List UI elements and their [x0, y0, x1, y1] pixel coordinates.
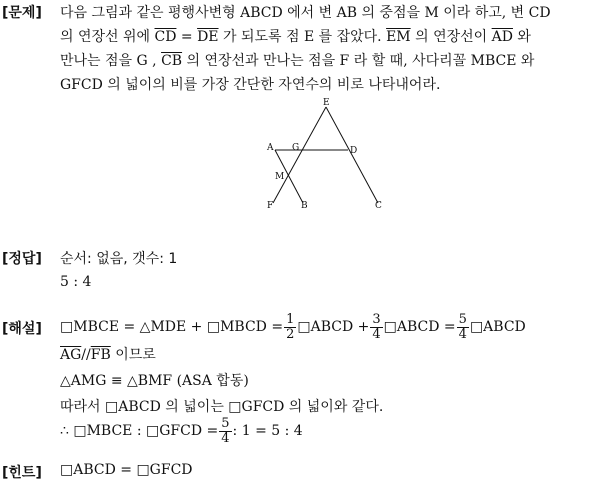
fraction-5-4 — [219, 417, 231, 446]
hint-text: □ABCD = □GFCD — [60, 462, 193, 478]
segment-cd: $\overline{CD}$ — [154, 29, 177, 45]
solution-text: □ABCD = — [383, 319, 456, 335]
numerator: 3 — [372, 311, 381, 327]
denominator: 2 — [286, 326, 295, 342]
numerator: 5 — [221, 415, 230, 431]
solution-text: 이므로 — [110, 347, 156, 363]
hint-label: [힌트] — [2, 465, 42, 481]
solution-text: □MBCE = △MDE + □MBCD = — [60, 319, 284, 335]
fraction-1-2 — [284, 313, 296, 342]
denominator: 4 — [372, 326, 381, 342]
solution-text: : 1 = 5 : 4 — [232, 423, 303, 439]
solution-text: □ABCD + — [297, 319, 370, 335]
point-a: A — [267, 143, 274, 153]
segment-ag: $\overline{AG}$ — [60, 347, 82, 363]
fraction-3-4 — [370, 313, 382, 342]
segment-de: $\overline{DE}$ — [197, 29, 219, 45]
solution-area: 따라서 □ABCD 의 넓이는 □GFCD 의 넓이와 같다. — [60, 399, 384, 415]
problem-text: 의 연장선과 만나는 점을 F 라 할 때, 사다리꼴 MBCE 와 — [182, 53, 535, 69]
segment-fb: $\overline{FB}$ — [90, 347, 111, 363]
problem-line-2 — [60, 26, 531, 46]
point-b: B — [301, 201, 308, 211]
point-f: F — [267, 201, 274, 211]
denominator: 4 — [458, 326, 467, 342]
problem-text: 의 연장선이 — [410, 29, 492, 45]
segment-cb: $\overline{CB}$ — [161, 53, 183, 69]
problem-line-3 — [60, 50, 534, 70]
solution-congruence: △AMG ≡ △BMF (ASA 합동) — [60, 373, 249, 389]
point-g: G — [292, 143, 300, 153]
solution-parallel — [60, 344, 156, 364]
answer-label: [정답] — [2, 251, 42, 267]
problem-line-1: 다음 그림과 같은 평행사변형 ABCD 에서 변 AB 의 중점을 M 이라 하고, 변 CD — [60, 5, 551, 21]
segment-em: $\overline{EM}$ — [386, 29, 411, 45]
answer-line-2: 5 : 4 — [60, 274, 92, 290]
solution-text: □ABCD — [469, 319, 526, 335]
problem-text: = — [176, 29, 198, 45]
fraction-5-4 — [457, 313, 469, 342]
point-c: C — [375, 201, 382, 211]
problem-label: [문제] — [2, 5, 42, 21]
parallelogram-figure — [260, 96, 390, 216]
numerator: 1 — [286, 311, 295, 327]
problem-text: 만나는 점을 G , — [60, 53, 162, 69]
line-ef — [273, 107, 326, 203]
answer-line-1: 순서: 없음, 갯수: 1 — [60, 251, 178, 267]
denominator: 4 — [221, 430, 230, 446]
segment-ad: $\overline{AD}$ — [491, 29, 513, 45]
problem-text: 의 연장선 위에 — [60, 29, 155, 45]
solution-label: [해설] — [2, 321, 42, 337]
solution-eq-1 — [60, 312, 526, 342]
point-d: D — [350, 146, 358, 156]
problem-text: 가 되도록 점 E 를 잡았다. — [218, 29, 387, 45]
solution-text: ∴ □MBCE : □GFCD = — [60, 423, 219, 439]
point-m: M — [275, 172, 285, 182]
problem-line-4: GFCD 의 넓이의 비를 가장 간단한 자연수의 비로 나타내어라. — [60, 77, 441, 93]
point-e: E — [323, 98, 330, 108]
numerator: 5 — [458, 311, 467, 327]
solution-ratio — [60, 414, 303, 448]
parallel-symbol: // — [81, 347, 91, 363]
problem-text: 와 — [512, 29, 531, 45]
